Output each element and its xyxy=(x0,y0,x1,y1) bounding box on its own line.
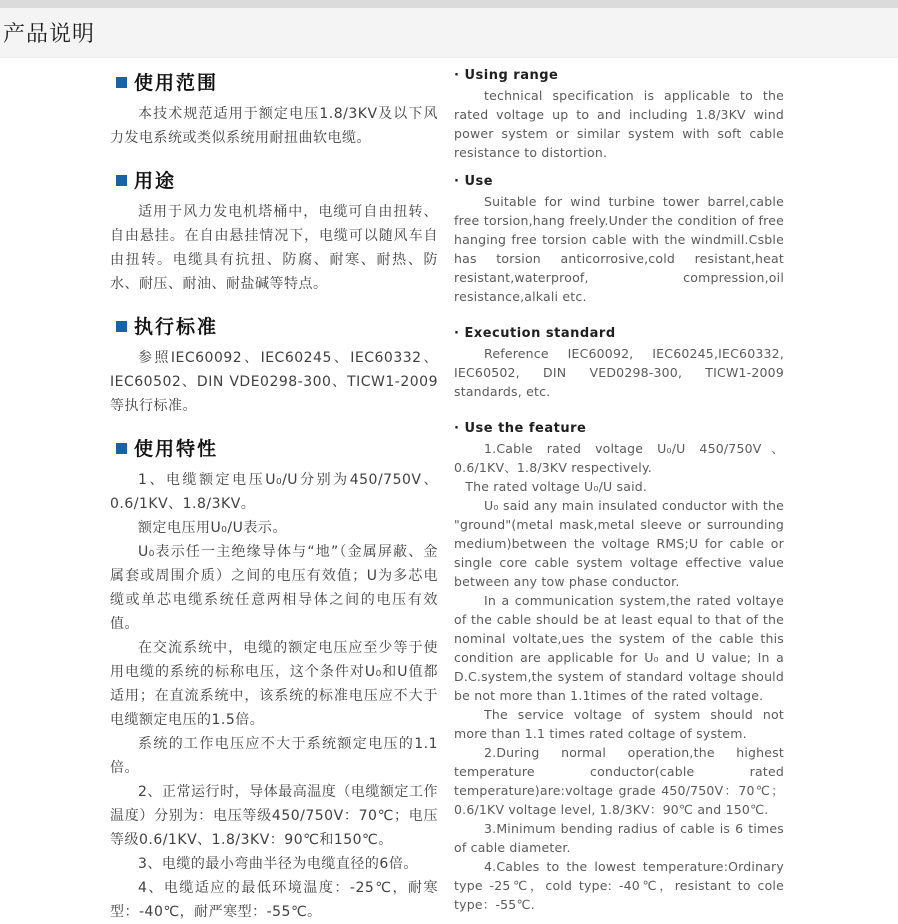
paragraph: 参照IEC60092、IEC60245、IEC60332、IEC60502、DIN VDE0298-300、TICW1-2009等执行标准。 xyxy=(110,350,438,414)
paragraph: 4.Cables to the lowest temperature:Ordinary type -25℃，cold type: -40℃，resistant to cole type：-55℃. xyxy=(454,859,784,912)
section-use-en xyxy=(454,174,784,306)
paragraph: 系统的工作电压应不大于系统额定电压的1.1倍。 xyxy=(110,736,438,776)
section-execution-standard-en xyxy=(454,326,784,401)
page-header xyxy=(0,8,898,58)
paragraph: 3、电缆的最小弯曲半径为电缆直径的6倍。 xyxy=(138,856,418,872)
section-using-range-cn xyxy=(110,68,438,150)
section-heading xyxy=(116,166,438,193)
top-divider-bar xyxy=(0,0,898,8)
paragraph: Reference IEC60092, IEC60245,IEC60332, IEC60502, DIN VED0298-300, TICW1-2009 standards, etc. xyxy=(454,346,784,399)
blue-square-bullet-icon xyxy=(116,443,127,454)
paragraph: Suitable for wind turbine tower barrel,cable free torsion,hang freely.Under the condition of free hanging free torsion cable with the windmill.Csble has torsion anticorrosive,cold resistant,heat resistant,waterproof, compression,oil resistance,alkali etc. xyxy=(454,194,784,304)
section-use-feature-en xyxy=(454,421,784,914)
content-area xyxy=(0,58,898,924)
section-heading xyxy=(454,68,784,83)
section-using-range-en xyxy=(454,68,784,162)
section-heading xyxy=(116,312,438,339)
section-heading xyxy=(116,68,438,95)
section-heading-text: 执行标准 xyxy=(134,316,219,338)
section-heading xyxy=(116,434,438,461)
paragraph: The service voltage of system should not more than 1.1 times rated coltage of system. xyxy=(454,707,784,741)
paragraph: technical specification is applicable to the rated voltage up to and including 1.8/3KV wind power system or similar system with soft cable resistance to distortion. xyxy=(454,88,784,160)
section-use-cn xyxy=(110,166,438,296)
paragraph: 在交流系统中，电缆的额定电压应至少等于使用电缆的系统的标称电压，这个条件对U₀和U值都适用；在直流系统中，该系统的标准电压应不大于电缆额定电压的1.5倍。 xyxy=(110,640,438,728)
paragraph: U₀ said any main insulated conductor with the "ground"(metal mask,metal sleeve or surrounding medium)between the voltage RMS;U for cable or single core cable system voltage effective value between any tow phase conductor. xyxy=(454,498,784,589)
dot-bullet-icon: · xyxy=(454,68,460,83)
section-heading-text: 使用范围 xyxy=(134,72,219,94)
section-heading-text: Use xyxy=(464,174,494,189)
section-heading xyxy=(454,326,784,341)
paragraph: 1、电缆额定电压U₀/U分别为450/750V、0.6/1KV、1.8/3KV。 xyxy=(110,472,438,512)
paragraph: 2.During normal operation,the highest temperature conductor(cable rated temperature)are:voltage grade 450/750V：70℃；0.6/1KV voltage level, 1.8/3KV：90℃ and 150℃. xyxy=(454,745,784,817)
paragraph: 3.Minimum bending radius of cable is 6 times of cable diameter. xyxy=(454,821,784,855)
paragraph: 额定电压用U₀/U表示。 xyxy=(138,520,287,536)
paragraph: The rated voltage U₀/U said. xyxy=(465,479,648,494)
section-heading-text: 用途 xyxy=(134,170,177,192)
section-use-feature-cn xyxy=(110,434,438,924)
section-heading xyxy=(454,174,784,189)
dot-bullet-icon: · xyxy=(454,174,460,189)
section-heading-text: Use the feature xyxy=(464,421,587,436)
paragraph: In a communication system,the rated voltaye of the cable should be at least equal to that of the nominal voltate,ues the system of the cable this condition are applicable for U₀ and U value; In a D.C.system,the system of standard voltage should be not more than 1.1times of the rated voltage. xyxy=(454,593,784,703)
section-heading-text: 使用特性 xyxy=(134,438,219,460)
blue-square-bullet-icon xyxy=(116,321,127,332)
paragraph: U₀表示任一主绝缘导体与“地”（金属屏蔽、金属套或周围介质）之间的电压有效值；U为多芯电缆或单芯电缆系统任意两相导体之间的电压有效值。 xyxy=(110,544,438,632)
section-execution-standard-cn xyxy=(110,312,438,418)
dot-bullet-icon: · xyxy=(454,326,460,341)
section-heading-text: Execution standard xyxy=(464,326,616,341)
chinese-column xyxy=(110,66,438,924)
page-title: 产品说明 xyxy=(3,22,96,47)
section-heading xyxy=(454,421,784,436)
blue-square-bullet-icon xyxy=(116,77,127,88)
paragraph: 2、正常运行时，导体最高温度（电缆额定工作温度）分别为：电压等级450/750V：70℃；电压等级0.6/1KV、1.8/3KV：90℃和150℃。 xyxy=(110,784,438,848)
section-heading-text: Using range xyxy=(464,68,559,83)
paragraph: 4、电缆适应的最低环境温度：-25℃，耐寒型：-40℃，耐严寒型：-55℃。 xyxy=(110,880,438,920)
paragraph: 适用于风力发电机塔桶中，电缆可自由扭转、自由悬挂。在自由悬挂情况下，电缆可以随风车自由扭转。电缆具有抗扭、防腐、耐寒、耐热、防水、耐压、耐油、耐盐碱等特点。 xyxy=(110,204,438,292)
english-column xyxy=(454,66,784,924)
dot-bullet-icon: · xyxy=(454,421,460,436)
blue-square-bullet-icon xyxy=(116,175,127,186)
paragraph: 本技术规范适用于额定电压1.8/3KV及以下风力发电系统或类似系统用耐扭曲软电缆。 xyxy=(110,106,438,146)
paragraph: 1.Cable rated voltage U₀/U 450/750V、0.6/1KV、1.8/3KV respectively. xyxy=(454,441,784,475)
